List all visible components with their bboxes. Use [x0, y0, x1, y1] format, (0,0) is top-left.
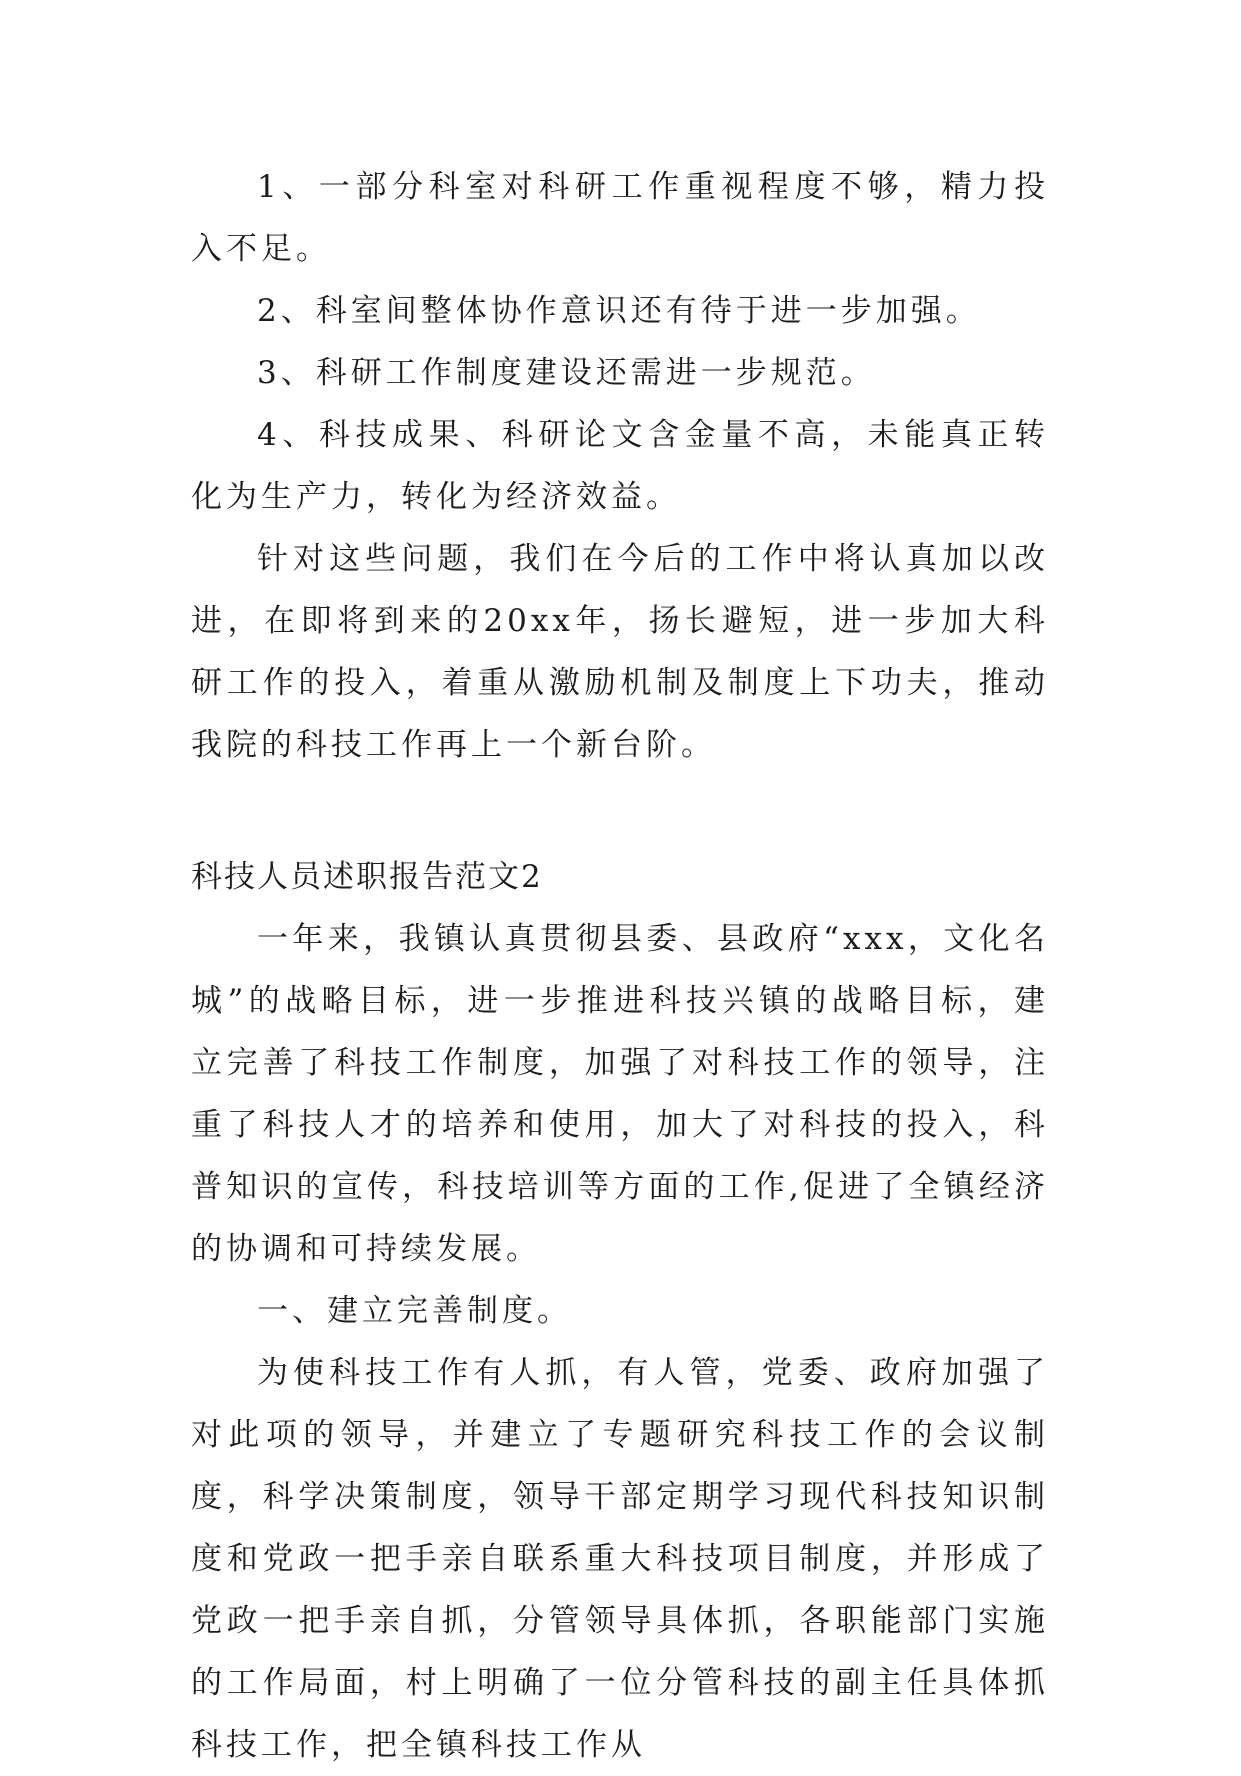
paragraph-item-2: 2、科室间整体协作意识还有待于进一步加强。 [257, 293, 981, 329]
section-spacer [191, 776, 1049, 846]
paragraph-item-4: 4、科技成果、科研论文含金量不高，未能真正转化为生产力，转化为经济效益。 [191, 417, 1049, 515]
subsection-heading: 一、建立完善制度。 [257, 1293, 572, 1329]
document-body [191, 156, 1049, 1776]
paragraph-intro: 一年来，我镇认真贯彻县委、县政府“xxx，文化名城”的战略目标，进一步推进科技兴镇的战略目标，建立完善了科技工作制度，加强了对科技工作的领导，注重了科技人才的培养和使用，加大了对科技的投入，科普知识的宣传，科技培训等方面的工作,促进了全镇经济的协调和可持续发展。 [191, 921, 1049, 1267]
paragraph-item-1: 1、一部分科室对科研工作重视程度不够，精力投入不足。 [191, 169, 1049, 267]
paragraph-conclusion: 针对这些问题，我们在今后的工作中将认真加以改进，在即将到来的20xx年，扬长避短，进一步加大科研工作的投入，着重从激励机制及制度上下功夫，推动我院的科技工作再上一个新台阶。 [191, 541, 1049, 763]
paragraph-body: 为使科技工作有人抓，有人管，党委、政府加强了对此项的领导，并建立了专题研究科技工作的会议制度，科学决策制度，领导干部定期学习现代科技知识制度和党政一把手亲自联系重大科技项目制度，并形成了党政一把手亲自抓，分管领导具体抓，各职能部门实施的工作局面，村上明确了一位分管科技的副主任具体抓科技工作，把全镇科技工作从 [191, 1355, 1049, 1763]
paragraph-item-3: 3、科研工作制度建设还需进一步规范。 [257, 355, 876, 391]
section-title: 科技人员述职报告范文2 [191, 859, 543, 895]
